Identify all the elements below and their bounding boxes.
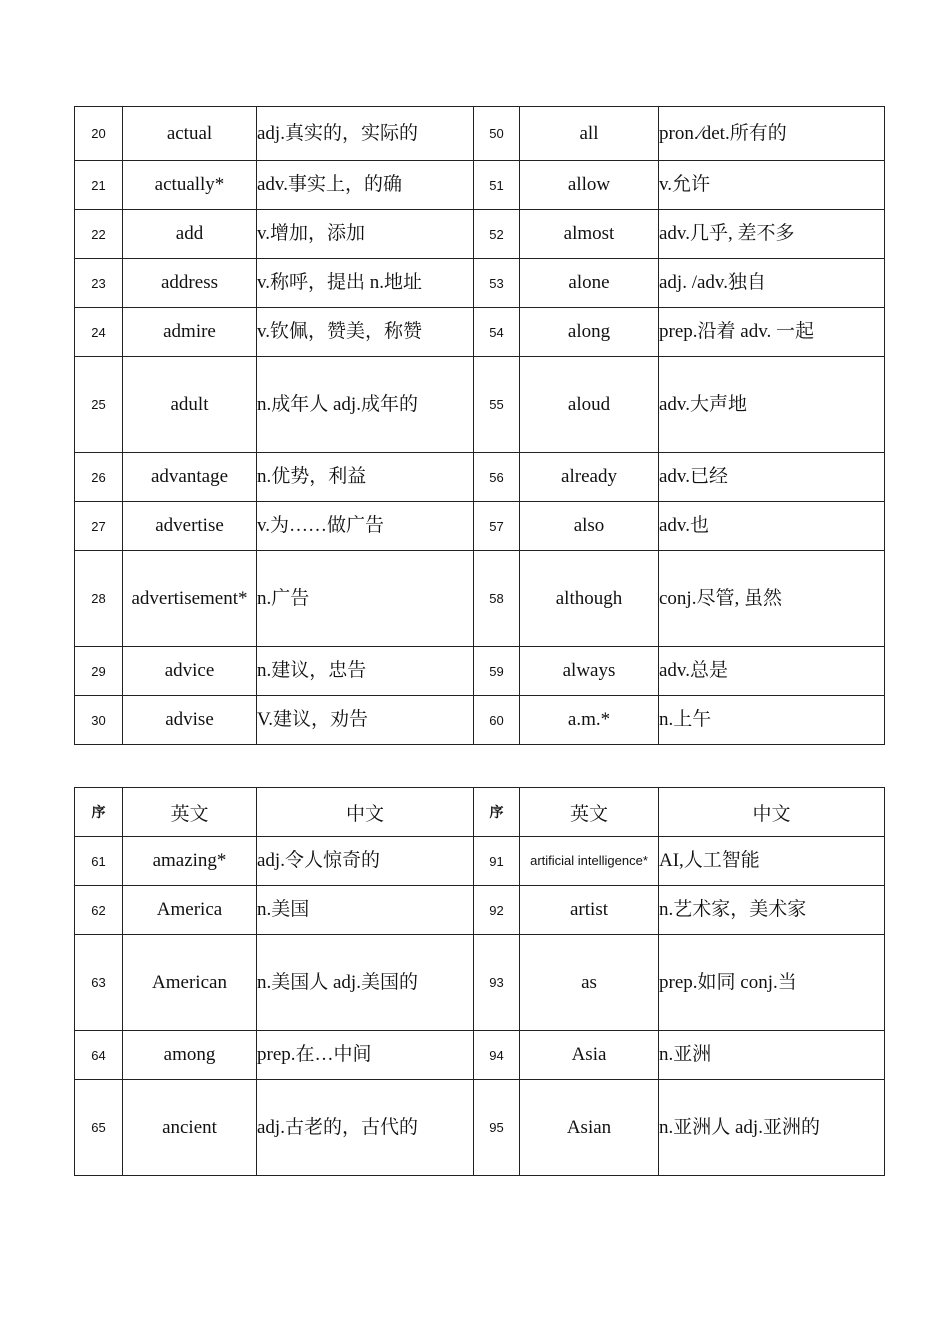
english-word: among (123, 1031, 257, 1080)
chinese-meaning: prep.如同 conj.当 (659, 935, 885, 1031)
word-number: 94 (474, 1031, 520, 1080)
column-header-number: 序 (474, 788, 520, 837)
english-word: allow (520, 161, 659, 210)
column-header-number: 序 (75, 788, 123, 837)
table-row (75, 107, 885, 161)
word-number: 27 (75, 502, 123, 551)
table-row (75, 837, 885, 886)
chinese-meaning: v.增加，添加 (257, 210, 474, 259)
chinese-meaning: adj.真实的，实际的 (257, 107, 474, 161)
word-number: 64 (75, 1031, 123, 1080)
word-number: 23 (75, 259, 123, 308)
chinese-meaning: adj. /adv.独自 (659, 259, 885, 308)
english-word: advertise (123, 502, 257, 551)
table-row (75, 210, 885, 259)
english-word: Asia (520, 1031, 659, 1080)
word-number: 26 (75, 453, 123, 502)
chinese-meaning: n.优势，利益 (257, 453, 474, 502)
word-number: 65 (75, 1080, 123, 1176)
chinese-meaning: adv.大声地 (659, 357, 885, 453)
vocabulary-table-2 (74, 787, 885, 1176)
chinese-meaning: n.美国 (257, 886, 474, 935)
chinese-meaning: n.艺术家，美术家 (659, 886, 885, 935)
word-number: 28 (75, 551, 123, 647)
table-row (75, 935, 885, 1031)
table-row (75, 308, 885, 357)
chinese-meaning: pron.∕det.所有的 (659, 107, 885, 161)
chinese-meaning: AI,人工智能 (659, 837, 885, 886)
chinese-meaning: n.亚洲人 adj.亚洲的 (659, 1080, 885, 1176)
english-word: ancient (123, 1080, 257, 1176)
chinese-meaning: v.为……做广告 (257, 502, 474, 551)
chinese-meaning: v.允许 (659, 161, 885, 210)
chinese-meaning: conj.尽管, 虽然 (659, 551, 885, 647)
english-word: Asian (520, 1080, 659, 1176)
chinese-meaning: adj.古老的，古代的 (257, 1080, 474, 1176)
table-row (75, 357, 885, 453)
english-word: advice (123, 647, 257, 696)
english-word: all (520, 107, 659, 161)
table-row (75, 259, 885, 308)
chinese-meaning: adv.几乎, 差不多 (659, 210, 885, 259)
chinese-meaning: n.成年人 adj.成年的 (257, 357, 474, 453)
table-row (75, 502, 885, 551)
word-number: 60 (474, 696, 520, 745)
word-number: 93 (474, 935, 520, 1031)
vocabulary-table-1 (74, 106, 885, 745)
english-word: actual (123, 107, 257, 161)
english-word: advantage (123, 453, 257, 502)
word-number: 57 (474, 502, 520, 551)
english-word: artificial intelligence* (520, 837, 659, 886)
table-row (75, 696, 885, 745)
word-number: 59 (474, 647, 520, 696)
english-word: although (520, 551, 659, 647)
chinese-meaning: n.亚洲 (659, 1031, 885, 1080)
word-number: 51 (474, 161, 520, 210)
chinese-meaning: adv.事实上，的确 (257, 161, 474, 210)
english-word: amazing* (123, 837, 257, 886)
word-number: 95 (474, 1080, 520, 1176)
english-word: aloud (520, 357, 659, 453)
table-row (75, 161, 885, 210)
chinese-meaning: prep.在…中间 (257, 1031, 474, 1080)
word-number: 29 (75, 647, 123, 696)
english-word: already (520, 453, 659, 502)
chinese-meaning: n.建议，忠告 (257, 647, 474, 696)
english-word: advertisement* (123, 551, 257, 647)
column-header-chinese: 中文 (257, 788, 474, 837)
english-word: alone (520, 259, 659, 308)
word-number: 56 (474, 453, 520, 502)
word-number: 58 (474, 551, 520, 647)
english-word: America (123, 886, 257, 935)
english-word: address (123, 259, 257, 308)
word-number: 50 (474, 107, 520, 161)
word-number: 52 (474, 210, 520, 259)
word-number: 62 (75, 886, 123, 935)
table-row (75, 453, 885, 502)
chinese-meaning: adv.总是 (659, 647, 885, 696)
word-number: 54 (474, 308, 520, 357)
english-word: advise (123, 696, 257, 745)
english-word: adult (123, 357, 257, 453)
word-number: 22 (75, 210, 123, 259)
chinese-meaning: adv.已经 (659, 453, 885, 502)
column-header-english: 英文 (520, 788, 659, 837)
word-number: 30 (75, 696, 123, 745)
english-word: as (520, 935, 659, 1031)
english-word: add (123, 210, 257, 259)
table-row (75, 1080, 885, 1176)
word-number: 20 (75, 107, 123, 161)
word-number: 55 (474, 357, 520, 453)
chinese-meaning: n.上午 (659, 696, 885, 745)
word-number: 91 (474, 837, 520, 886)
chinese-meaning: prep.沿着 adv. 一起 (659, 308, 885, 357)
chinese-meaning: n.美国人 adj.美国的 (257, 935, 474, 1031)
english-word: American (123, 935, 257, 1031)
word-number: 92 (474, 886, 520, 935)
english-word: a.m.* (520, 696, 659, 745)
english-word: always (520, 647, 659, 696)
word-number: 63 (75, 935, 123, 1031)
word-number: 21 (75, 161, 123, 210)
chinese-meaning: n.广告 (257, 551, 474, 647)
column-header-chinese: 中文 (659, 788, 885, 837)
column-header-english: 英文 (123, 788, 257, 837)
chinese-meaning: v.称呼，提出 n.地址 (257, 259, 474, 308)
table-row (75, 551, 885, 647)
word-number: 24 (75, 308, 123, 357)
english-word: artist (520, 886, 659, 935)
english-word: along (520, 308, 659, 357)
english-word: almost (520, 210, 659, 259)
table-row (75, 647, 885, 696)
word-number: 25 (75, 357, 123, 453)
table-header-row (75, 788, 885, 837)
chinese-meaning: v.钦佩，赞美，称赞 (257, 308, 474, 357)
word-number: 61 (75, 837, 123, 886)
chinese-meaning: adj.令人惊奇的 (257, 837, 474, 886)
english-word: admire (123, 308, 257, 357)
english-word: also (520, 502, 659, 551)
english-word: actually* (123, 161, 257, 210)
chinese-meaning: adv.也 (659, 502, 885, 551)
word-number: 53 (474, 259, 520, 308)
table-row (75, 1031, 885, 1080)
chinese-meaning: V.建议，劝告 (257, 696, 474, 745)
table-row (75, 886, 885, 935)
